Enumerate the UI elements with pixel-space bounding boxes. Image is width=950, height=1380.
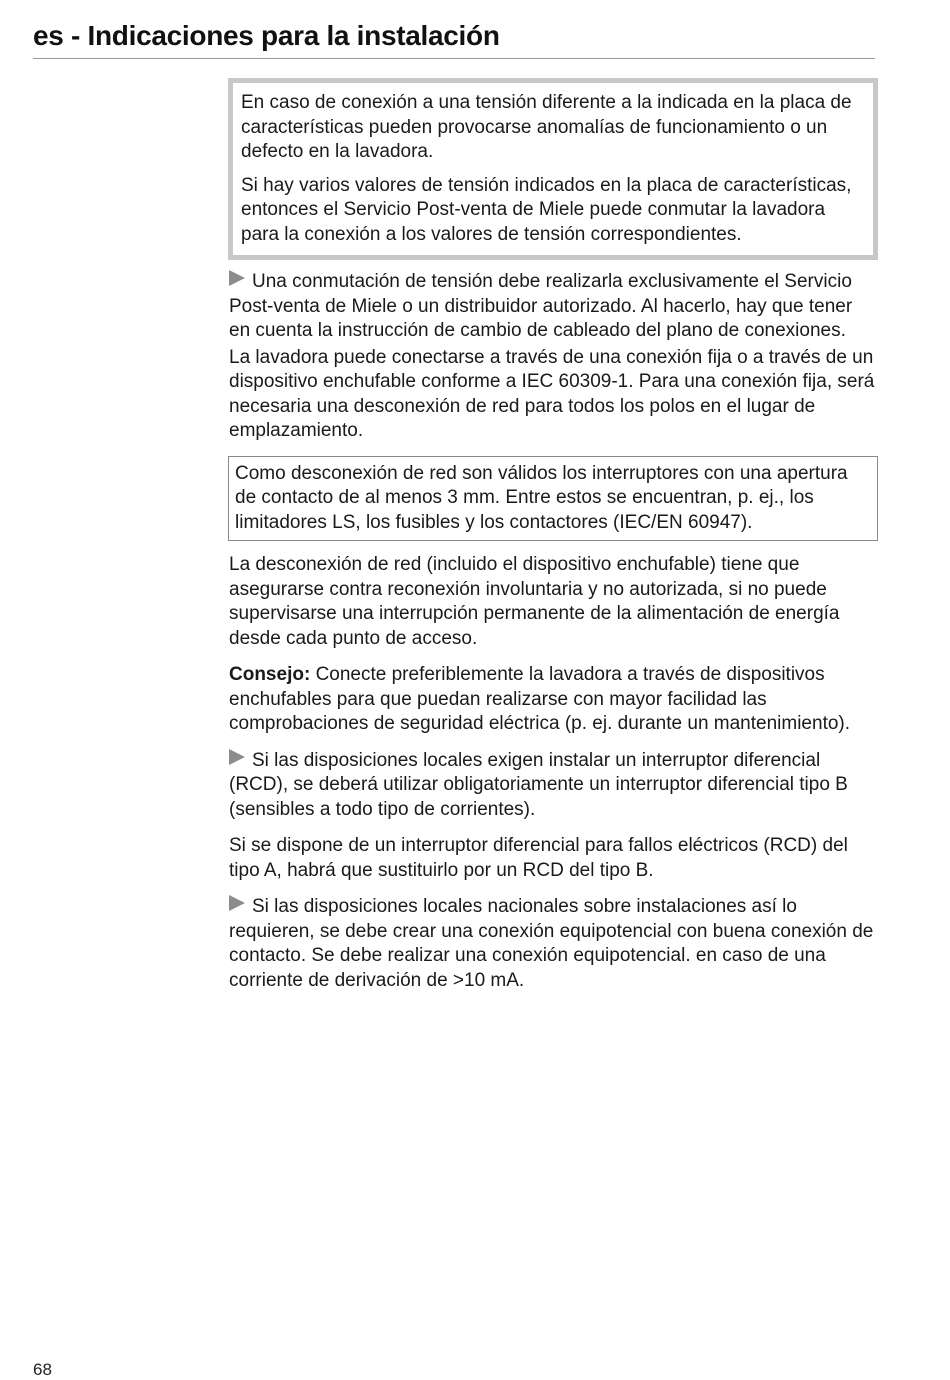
page-header — [33, 20, 875, 59]
arrow-bullet-icon — [229, 749, 245, 765]
page-title: es - Indicaciones para la instalación — [33, 20, 500, 51]
warning-paragraph-voltage: En caso de conexión a una tensión diferente a la indicada en la placa de características pueden provocarse anomalías de funcionamiento o un defecto en la lavadora. — [241, 92, 852, 162]
page-content — [228, 78, 878, 1005]
paragraph-disconnection: La desconexión de red (incluido el dispositivo enchufable) tiene que asegurarse contra reconexión involuntaria y no autorizada, si no puede supervisarse una interrupción permanente de la alimentación de energía desde cada punto de acceso. — [229, 554, 840, 649]
instruction-text: Si las disposiciones locales exigen instalar un interruptor diferencial (RCD), se deberá utilizar obligatoriamente un interruptor diferencial tipo B (sensibles a todo tipo de corrientes). — [229, 749, 848, 820]
instruction-voltage-switch — [229, 270, 878, 344]
instruction-text: Una conmutación de tensión debe realizarla exclusivamente el Servicio Post-venta de Miele o un distribuidor autorizado. Al hacerlo, hay que tener en cuenta la instrucción de cambio de cableado del plano de conexiones. — [229, 271, 853, 341]
arrow-bullet-icon — [229, 895, 245, 911]
warning-paragraph-multiple-values: Si hay varios valores de tensión indicados en la placa de características, entonces el Servicio Post-venta de Miele puede conmutar la lavadora para la conexión a los valores de tensión correspondientes. — [241, 174, 852, 245]
page-number: 68 — [33, 1360, 52, 1379]
note-box-disconnection: Como desconexión de red son válidos los interruptores con una apertura de contacto de al menos 3 mm. Entre estos se encuentran, p. ej., los limitadores LS, los fusibles y los contactores (IEC/EN 60947). — [228, 456, 878, 542]
tip-label: Consejo: — [229, 664, 311, 685]
tip-text: Conecte preferiblemente la lavadora a través de dispositivos enchufables para que puedan realizarse con mayor facilidad las comprobaciones de seguridad eléctrica (p. ej. durante un mantenimiento). — [229, 664, 851, 734]
instruction-equipotential — [229, 895, 878, 993]
warning-box — [228, 78, 878, 260]
tip-paragraph — [229, 663, 878, 737]
arrow-bullet-icon — [229, 270, 245, 286]
paragraph-connection-type: La lavadora puede conectarse a través de una conexión fija o a través de un dispositivo enchufable conforme a IEC 60309-1. Para una conexión fija, será necesaria una desconexión de red para todos los polos en el lugar de emplazamiento. — [229, 346, 875, 441]
instruction-rcd — [229, 749, 878, 823]
paragraph-rcd-type: Si se dispone de un interruptor diferencial para fallos eléctricos (RCD) del tipo A, habrá que sustituirlo por un RCD del tipo B. — [229, 835, 848, 881]
instruction-text: Si las disposiciones locales nacionales sobre instalaciones así lo requieren, se debe crear una conexión equipotencial con buena conexión de contacto. Se debe realizar una conexión equipotencial. en caso de una corriente de derivación de >10 mA. — [229, 896, 874, 991]
